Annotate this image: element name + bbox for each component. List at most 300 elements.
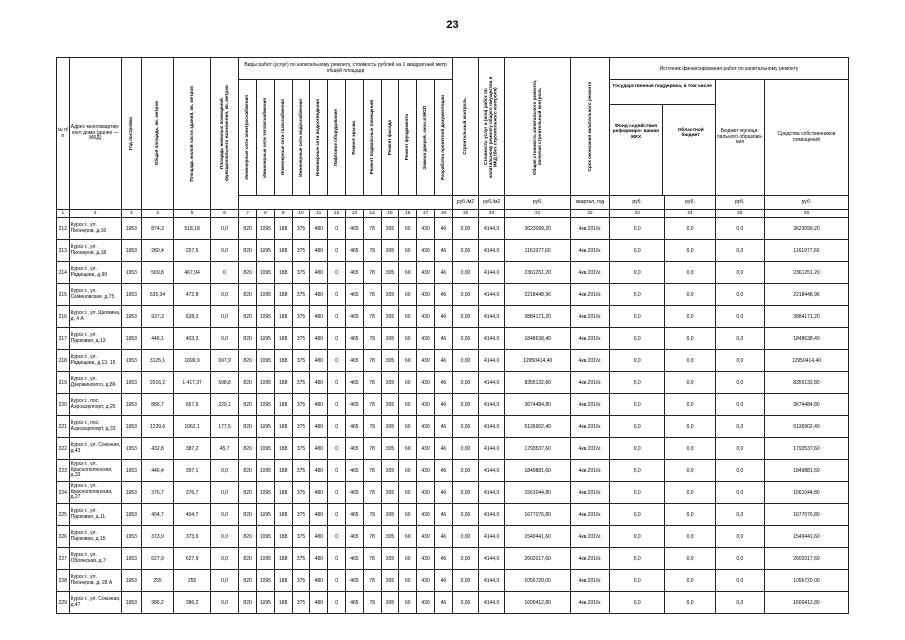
column-number: 9	[274, 210, 292, 218]
cell-reg: 0,0	[665, 350, 715, 372]
cell-own: 3884171,20	[764, 306, 848, 328]
cell-cost: 12950414,40	[505, 350, 571, 372]
cell-work-rate: 465	[345, 416, 363, 438]
cell-work-rate: 430	[417, 372, 435, 394]
cell-work-rate: 188	[274, 218, 292, 240]
cell-work-rate: 78	[363, 570, 381, 592]
cell-work-rate: 375	[292, 240, 310, 262]
cell-work-rate: 0	[328, 372, 346, 394]
cell-living: 518,18	[174, 218, 211, 240]
cell-work-rate: 60	[399, 570, 417, 592]
capital-repair-table	[56, 57, 849, 614]
cell-work-rate: 465	[345, 372, 363, 394]
cell-mun: 0,0	[715, 240, 764, 262]
cell-total: 432,8	[141, 438, 173, 460]
cell-living: 376,7	[174, 482, 211, 504]
cell-fund: 0,0	[609, 262, 665, 284]
cell-work-rate: 1095	[257, 438, 275, 460]
cell-work-rate: 480	[310, 526, 328, 548]
cell-work-rate: 1095	[257, 394, 275, 416]
cell-n: 213	[57, 240, 70, 262]
cell-control: 0,00	[452, 240, 478, 262]
cell-n: 219	[57, 372, 70, 394]
cell-year: 1953	[121, 460, 141, 482]
cell-year: 1953	[121, 284, 141, 306]
cell-fund: 0,0	[609, 240, 665, 262]
cell-work-rate: 820	[239, 438, 257, 460]
cell-deadline: 4кв.2016г.	[571, 306, 610, 328]
cell-own: 1849881,60	[764, 460, 848, 482]
cell-work-rate: 188	[274, 262, 292, 284]
cell-work-rate: 1095	[257, 284, 275, 306]
cell-deadline: 4кв.2016г.	[571, 460, 610, 482]
cell-work-rate: 430	[417, 438, 435, 460]
financing-group-header: Источник финансирования работ по капитальному ремонту	[609, 58, 848, 80]
cell-work-rate: 78	[363, 526, 381, 548]
cell-control: 0,00	[452, 438, 478, 460]
cell-unit: 4144,0	[479, 372, 505, 394]
state-support-header: Государственная поддержка, в том числе	[612, 84, 712, 89]
cell-deadline: 4кв.2016г.	[571, 240, 610, 262]
cell-control: 0,00	[452, 570, 478, 592]
cell-year: 1953	[121, 482, 141, 504]
cell-n: 216	[57, 306, 70, 328]
cell-cost: 1793537,60	[505, 438, 571, 460]
cell-n: 225	[57, 504, 70, 526]
cell-work-rate: 375	[292, 372, 310, 394]
cell-work-rate: 60	[399, 438, 417, 460]
cell-work-rate: 46	[434, 240, 452, 262]
cell-work-rate: 430	[417, 504, 435, 526]
cell-work-rate: 430	[417, 482, 435, 504]
cell-work-rate: 375	[292, 350, 310, 372]
cell-work-rate: 0	[328, 526, 346, 548]
work-header: Инженерные сети теплоснабжения	[261, 97, 267, 178]
cell-addr: Курск г., ул. Обоянская, д.7	[69, 548, 121, 570]
cell-work-rate: 60	[399, 328, 417, 350]
cell-work-rate: 1095	[257, 526, 275, 548]
cell-mun: 0,0	[715, 372, 764, 394]
cell-addr: Курск г., пос. Аэроаэропорт, д.25	[69, 394, 121, 416]
column-number: 1	[57, 210, 70, 218]
cell-work-rate: 480	[310, 504, 328, 526]
cell-work-rate: 480	[310, 218, 328, 240]
cell-n: 212	[57, 218, 70, 240]
cell-nonres: 0,0	[210, 218, 238, 240]
cell-total: 3125,1	[141, 350, 173, 372]
cell-work-rate: 0	[328, 350, 346, 372]
cell-n: 220	[57, 394, 70, 416]
cell-reg: 0,0	[665, 482, 715, 504]
cell-work-rate: 46	[434, 416, 452, 438]
cell-work-rate: 1095	[257, 328, 275, 350]
cell-work-rate: 465	[345, 328, 363, 350]
cell-fund: 0,0	[609, 526, 665, 548]
cell-work-rate: 60	[399, 592, 417, 614]
table-row	[57, 372, 849, 394]
cell-work-rate: 1095	[257, 372, 275, 394]
cell-mun: 0,0	[715, 504, 764, 526]
cell-nonres: 0,0	[210, 460, 238, 482]
cell-addr: Курск г., ул. Пионеров, д. 28 А	[69, 570, 121, 592]
cell-work-rate: 78	[363, 548, 381, 570]
cell-nonres: 0	[210, 262, 238, 284]
cell-mun: 0,0	[715, 482, 764, 504]
cell-work-rate: 78	[363, 306, 381, 328]
table-row	[57, 394, 849, 416]
cell-fund: 0,0	[609, 218, 665, 240]
cell-work-rate: 430	[417, 328, 435, 350]
cell-work-rate: 46	[434, 262, 452, 284]
cell-addr: Курск г., ул. Краснополянская, д.33	[69, 460, 121, 482]
cell-own: 1848638,40	[764, 328, 848, 350]
unit-quarter: квартал, год	[571, 196, 610, 210]
regional-header: Областной бюджет	[677, 128, 704, 139]
cell-work-rate: 430	[417, 460, 435, 482]
cell-control: 0,00	[452, 460, 478, 482]
cell-deadline: 4кв.2016г.	[571, 482, 610, 504]
cell-reg: 0,0	[665, 592, 715, 614]
cell-n: 226	[57, 526, 70, 548]
cell-work-rate: 1095	[257, 416, 275, 438]
cell-year: 1953	[121, 416, 141, 438]
cell-work-rate: 465	[345, 482, 363, 504]
cell-total: 569,8	[141, 262, 173, 284]
cell-work-rate: 0	[328, 240, 346, 262]
cell-work-rate: 1095	[257, 592, 275, 614]
cell-work-rate: 375	[292, 394, 310, 416]
cell-work-rate: 78	[363, 482, 381, 504]
cell-year: 1953	[121, 262, 141, 284]
cell-work-rate: 46	[434, 394, 452, 416]
cell-work-rate: 305	[381, 460, 399, 482]
cell-work-rate: 375	[292, 570, 310, 592]
cell-fund: 0,0	[609, 328, 665, 350]
cell-reg: 0,0	[665, 416, 715, 438]
cell-work-rate: 480	[310, 394, 328, 416]
cell-work-rate: 465	[345, 526, 363, 548]
cell-work-rate: 430	[417, 284, 435, 306]
cell-control: 0,00	[452, 394, 478, 416]
cell-addr: Курск г., ул. Парковая, д.15	[69, 526, 121, 548]
cell-work-rate: 0	[328, 592, 346, 614]
cell-work-rate: 188	[274, 284, 292, 306]
cell-work-rate: 60	[399, 416, 417, 438]
cell-cost: 1849881,60	[505, 460, 571, 482]
cell-addr: Курск г., ул. Союзная, д.43	[69, 438, 121, 460]
cell-cost: 3623099,20	[505, 218, 571, 240]
col-nonres-area-header: Площадь нежилых помещений функционального назначения, кв. метров	[218, 85, 229, 182]
cell-nonres: 0,0	[210, 570, 238, 592]
cell-cost: 1056720,00	[505, 570, 571, 592]
cell-work-rate: 820	[239, 240, 257, 262]
work-header: Инженерные сети электроснабжения	[244, 95, 250, 180]
cell-work-rate: 305	[381, 416, 399, 438]
column-number: 14	[363, 210, 381, 218]
cell-work-rate: 305	[381, 482, 399, 504]
cell-work-rate: 820	[239, 306, 257, 328]
cell-work-rate: 46	[434, 350, 452, 372]
cell-work-rate: 375	[292, 262, 310, 284]
cell-work-rate: 480	[310, 592, 328, 614]
cell-addr: Курск г., ул. Краснополянская, д.27	[69, 482, 121, 504]
cell-work-rate: 430	[417, 526, 435, 548]
table-row	[57, 240, 849, 262]
cell-living: 403,3	[174, 328, 211, 350]
cell-work-rate: 375	[292, 482, 310, 504]
cell-year: 1953	[121, 504, 141, 526]
table-row	[57, 218, 849, 240]
cell-reg: 0,0	[665, 306, 715, 328]
cell-deadline: 4кв.2016г.	[571, 592, 610, 614]
cell-mun: 0,0	[715, 460, 764, 482]
table-row	[57, 328, 849, 350]
cell-own: 1056720,00	[764, 570, 848, 592]
cell-living: 1 417,37	[174, 372, 211, 394]
cell-work-rate: 188	[274, 548, 292, 570]
column-number: 10	[292, 210, 310, 218]
municipal-header: Бюджет муници- пального образова- ния	[715, 80, 764, 196]
cell-living: 373,9	[174, 526, 211, 548]
cell-living: 628,3	[174, 306, 211, 328]
column-number: 12	[328, 210, 346, 218]
cell-year: 1953	[121, 526, 141, 548]
cell-nonres: 0,0	[210, 526, 238, 548]
cell-work-rate: 430	[417, 592, 435, 614]
cell-mun: 0,0	[715, 328, 764, 350]
cell-nonres: 45,7	[210, 438, 238, 460]
cell-work-rate: 188	[274, 526, 292, 548]
cell-work-rate: 375	[292, 284, 310, 306]
cell-work-rate: 480	[310, 350, 328, 372]
cell-mun: 0,0	[715, 306, 764, 328]
work-header: Разработка проектной документации	[440, 95, 445, 180]
cell-mun: 0,0	[715, 394, 764, 416]
cell-total: 446,1	[141, 328, 173, 350]
cell-nonres: 697,9	[210, 350, 238, 372]
column-number: 16	[399, 210, 417, 218]
cell-work-rate: 820	[239, 262, 257, 284]
cell-reg: 0,0	[665, 262, 715, 284]
cell-fund: 0,0	[609, 350, 665, 372]
cell-work-rate: 465	[345, 306, 363, 328]
cell-work-rate: 46	[434, 570, 452, 592]
cell-nonres: 0,0	[210, 482, 238, 504]
cell-work-rate: 60	[399, 218, 417, 240]
cell-unit: 4144,0	[479, 394, 505, 416]
cell-reg: 0,0	[665, 394, 715, 416]
column-number: 11	[310, 210, 328, 218]
cell-nonres: 0,0	[210, 306, 238, 328]
table-row	[57, 548, 849, 570]
cell-fund: 0,0	[609, 416, 665, 438]
cell-control: 0,00	[452, 592, 478, 614]
cell-work-rate: 188	[274, 350, 292, 372]
cell-work-rate: 188	[274, 438, 292, 460]
cell-work-rate: 78	[363, 350, 381, 372]
table-row	[57, 482, 849, 504]
cell-work-rate: 0	[328, 306, 346, 328]
cell-deadline: 4кв.2016г.	[571, 284, 610, 306]
cell-control: 0,00	[452, 416, 478, 438]
cell-own: 2602017,60	[764, 548, 848, 570]
cell-unit: 4144,0	[479, 262, 505, 284]
cell-total: 373,9	[141, 526, 173, 548]
cell-cost: 3674484,80	[505, 394, 571, 416]
cell-work-rate: 1095	[257, 240, 275, 262]
cell-addr: Курск г., ул. Союзная, д.47	[69, 592, 121, 614]
cell-reg: 0,0	[665, 548, 715, 570]
cell-work-rate: 375	[292, 526, 310, 548]
col-year-header: Год постройки	[127, 116, 133, 151]
cell-n: 215	[57, 284, 70, 306]
cell-work-rate: 480	[310, 284, 328, 306]
cell-unit: 4144,0	[479, 438, 505, 460]
cell-deadline: 4кв.2016г.	[571, 438, 610, 460]
cell-unit: 4144,0	[479, 504, 505, 526]
cell-work-rate: 0	[328, 394, 346, 416]
cell-work-rate: 430	[417, 548, 435, 570]
cell-addr: Курск г., пос. Аэроаэропорт, д.33	[69, 416, 121, 438]
cell-work-rate: 820	[239, 504, 257, 526]
column-number-row	[57, 210, 849, 218]
work-header: Инженерные сети газоснабжения	[279, 99, 285, 176]
cell-work-rate: 465	[345, 504, 363, 526]
cell-fund: 0,0	[609, 504, 665, 526]
cell-work-rate: 188	[274, 504, 292, 526]
table-row	[57, 284, 849, 306]
cell-work-rate: 430	[417, 306, 435, 328]
cell-cost: 1677076,80	[505, 504, 571, 526]
cell-control: 0,00	[452, 284, 478, 306]
cell-work-rate: 60	[399, 350, 417, 372]
cell-deadline: 4кв.2016г.	[571, 548, 610, 570]
cell-work-rate: 375	[292, 460, 310, 482]
cell-nonres: 0,0	[210, 548, 238, 570]
own-funds-header: Средства собственников помещений	[764, 80, 848, 196]
cell-work-rate: 78	[363, 394, 381, 416]
cell-cost: 8355132,80	[505, 372, 571, 394]
cell-mun: 0,0	[715, 284, 764, 306]
cell-work-rate: 60	[399, 504, 417, 526]
cell-own: 1549441,60	[764, 526, 848, 548]
cell-n: 223	[57, 460, 70, 482]
cell-mun: 0,0	[715, 416, 764, 438]
column-number: 6	[210, 210, 238, 218]
cell-work-rate: 188	[274, 592, 292, 614]
cell-mun: 0,0	[715, 262, 764, 284]
cell-own: 2361251,20	[764, 262, 848, 284]
cell-work-rate: 480	[310, 482, 328, 504]
col-address-header: Адрес многоквартир- ного дома (далее — МКД)	[69, 58, 121, 210]
cell-work-rate: 480	[310, 262, 328, 284]
cell-work-rate: 78	[363, 416, 381, 438]
cell-reg: 0,0	[665, 526, 715, 548]
work-header: Ремонт фасада	[386, 119, 392, 156]
table-row	[57, 570, 849, 592]
column-number: 20	[479, 210, 505, 218]
cell-work-rate: 465	[345, 570, 363, 592]
cell-deadline: 4кв.2016г.	[571, 394, 610, 416]
cell-control: 0,00	[452, 262, 478, 284]
cell-n: 224	[57, 482, 70, 504]
cell-work-rate: 46	[434, 592, 452, 614]
cell-cost: 2218448,96	[505, 284, 571, 306]
col-living-area-header: Площадь жилой части зданий, кв. метров	[188, 85, 194, 182]
cell-total: 1239,6	[141, 416, 173, 438]
cell-year: 1953	[121, 328, 141, 350]
cell-work-rate: 188	[274, 416, 292, 438]
cell-year: 1953	[121, 372, 141, 394]
cell-work-rate: 465	[345, 394, 363, 416]
column-number: 26	[764, 210, 848, 218]
cell-work-rate: 60	[399, 394, 417, 416]
cell-cost: 5136902,40	[505, 416, 571, 438]
cell-work-rate: 820	[239, 548, 257, 570]
cell-work-rate: 480	[310, 570, 328, 592]
column-number: 22	[571, 210, 610, 218]
cell-deadline: 4кв.2016г.	[571, 504, 610, 526]
cell-living: 404,7	[174, 504, 211, 526]
cell-total: 937,3	[141, 306, 173, 328]
cell-work-rate: 46	[434, 482, 452, 504]
unit-rub: руб.	[764, 196, 848, 210]
cell-work-rate: 46	[434, 372, 452, 394]
cell-nonres: 0,0	[210, 328, 238, 350]
cell-control: 0,00	[452, 218, 478, 240]
cell-work-rate: 46	[434, 438, 452, 460]
cell-nonres: 0,0	[210, 284, 238, 306]
cell-n: 214	[57, 262, 70, 284]
cell-work-rate: 305	[381, 350, 399, 372]
cell-addr: Курск г., ул. Дзержинского, д.86	[69, 372, 121, 394]
cell-nonres: 598,8	[210, 372, 238, 394]
work-header: Ремонт фундамента	[404, 114, 410, 161]
cell-work-rate: 60	[399, 372, 417, 394]
cell-own: 1677076,80	[764, 504, 848, 526]
cell-addr: Курск г., ул. Пионеров, д.18	[69, 240, 121, 262]
cell-n: 221	[57, 416, 70, 438]
unit-rub-m2: руб./м2	[479, 196, 505, 210]
cell-reg: 0,0	[665, 460, 715, 482]
column-number: 5	[174, 210, 211, 218]
cell-work-rate: 465	[345, 240, 363, 262]
cell-nonres: 0,0	[210, 240, 238, 262]
cell-work-rate: 188	[274, 570, 292, 592]
work-header: Инженерные сети водоснабжения	[297, 98, 303, 177]
cell-unit: 4144,0	[479, 526, 505, 548]
cell-work-rate: 430	[417, 240, 435, 262]
table-row	[57, 438, 849, 460]
table-row	[57, 306, 849, 328]
cell-own: 1161977,60	[764, 240, 848, 262]
cell-n: 229	[57, 592, 70, 614]
cell-n: 217	[57, 328, 70, 350]
cell-work-rate: 375	[292, 548, 310, 570]
cell-work-rate: 305	[381, 240, 399, 262]
cell-work-rate: 0	[328, 438, 346, 460]
cell-deadline: 4кв.2016г.	[571, 218, 610, 240]
cell-cost: 1848638,40	[505, 328, 571, 350]
cell-work-rate: 480	[310, 328, 328, 350]
cell-work-rate: 305	[381, 284, 399, 306]
table-row	[57, 526, 849, 548]
cell-unit: 4144,0	[479, 218, 505, 240]
column-number: 2	[69, 210, 121, 218]
cell-unit: 4144,0	[479, 416, 505, 438]
cell-unit: 4144,0	[479, 570, 505, 592]
cell-mun: 0,0	[715, 592, 764, 614]
